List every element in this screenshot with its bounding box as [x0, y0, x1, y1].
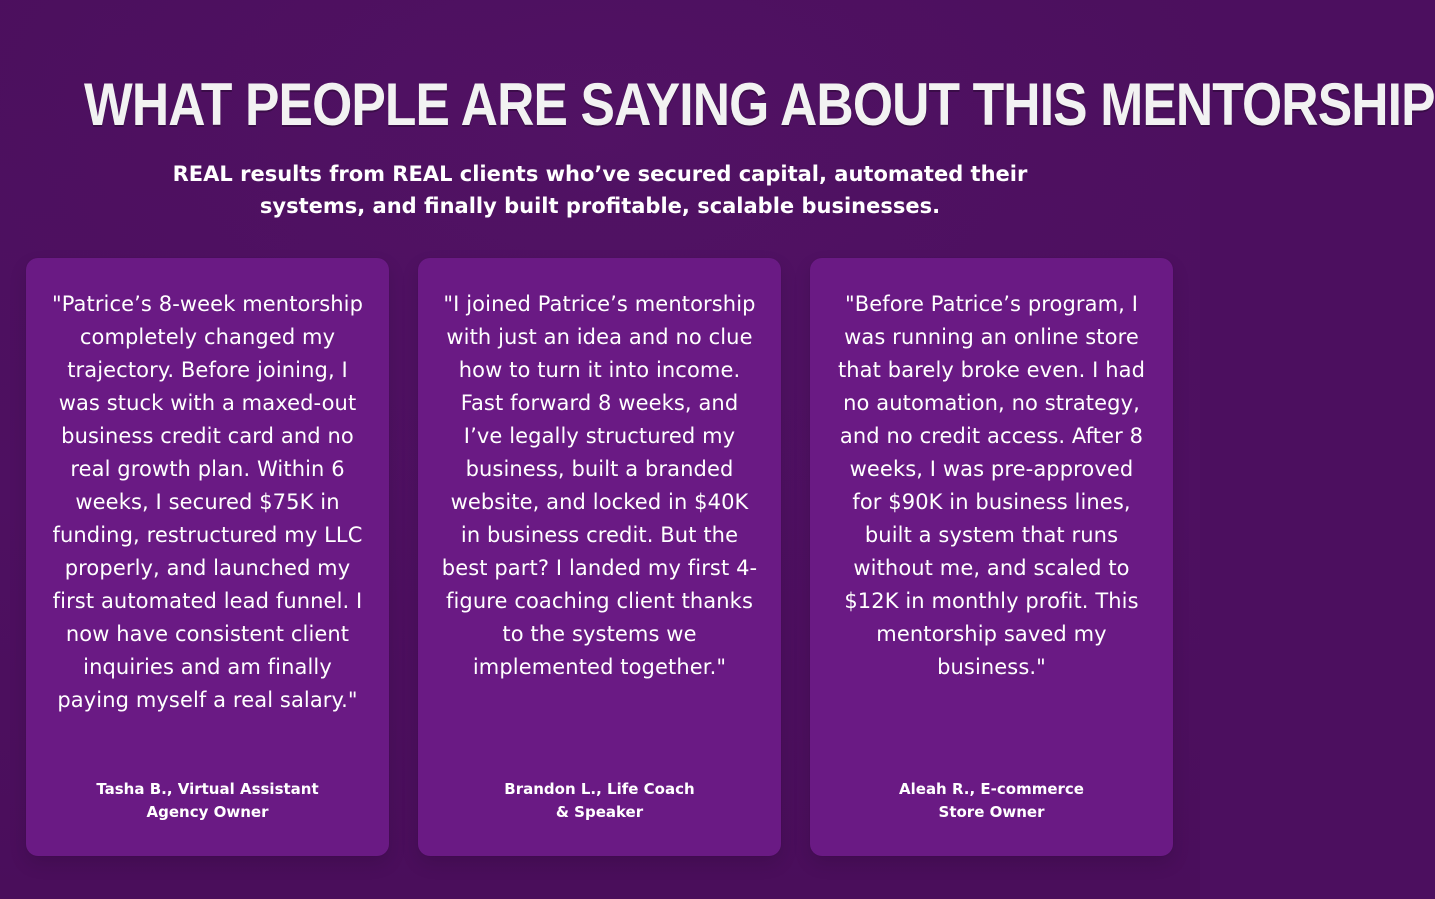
author-role-line: Store Owner — [938, 803, 1045, 821]
headline: WHAT PEOPLE ARE SAYING ABOUT THIS MENTORSHIP — [84, 71, 1435, 138]
author-name-line: Brandon L., Life Coach — [504, 780, 695, 798]
author-name-line: Aleah R., E-commerce — [899, 780, 1084, 798]
testimonial-author — [440, 778, 759, 824]
author-role-line: & Speaker — [555, 803, 644, 821]
subheadline — [0, 158, 1200, 222]
testimonial-card-brandon — [418, 258, 781, 856]
author-name-line: Tasha B., Virtual Assistant — [96, 780, 319, 798]
testimonial-quote: "Before Patrice’s program, I was running an online store that barely broke even. I had no automation, no strategy, and no credit access. After 8 weeks, I was pre-approved for $90K in business lines, built a system that runs without me, and scaled to $12K in monthly profit. This mentorship saved my business." — [837, 292, 1146, 679]
testimonial-author — [832, 778, 1151, 824]
testimonial-card-tasha — [26, 258, 389, 856]
testimonial-quote: "I joined Patrice’s mentorship with just an idea and no clue how to turn it into income. Fast forward 8 weeks, and I’ve legally structured my business, built a branded website, and locked in $40K in business credit. But the best part? I landed my first 4-figure coaching client thanks to the systems we implemented together." — [441, 292, 758, 679]
testimonial-card-aleah — [810, 258, 1173, 856]
subheadline-line-1: REAL results from REAL clients who’ve secured capital, automated their — [172, 162, 1028, 186]
testimonial-quote: "Patrice’s 8-week mentorship completely changed my trajectory. Before joining, I was stuck with a maxed-out business credit card and no real growth plan. Within 6 weeks, I secured $75K in funding, restructured my LLC properly, and launched my first automated lead funnel. I now have consistent client inquiries and am finally paying myself a real salary." — [51, 292, 364, 712]
testimonial-author — [48, 778, 367, 824]
subheadline-line-2: systems, and finally built profitable, scalable businesses. — [259, 194, 941, 218]
author-role-line: Agency Owner — [146, 803, 269, 821]
